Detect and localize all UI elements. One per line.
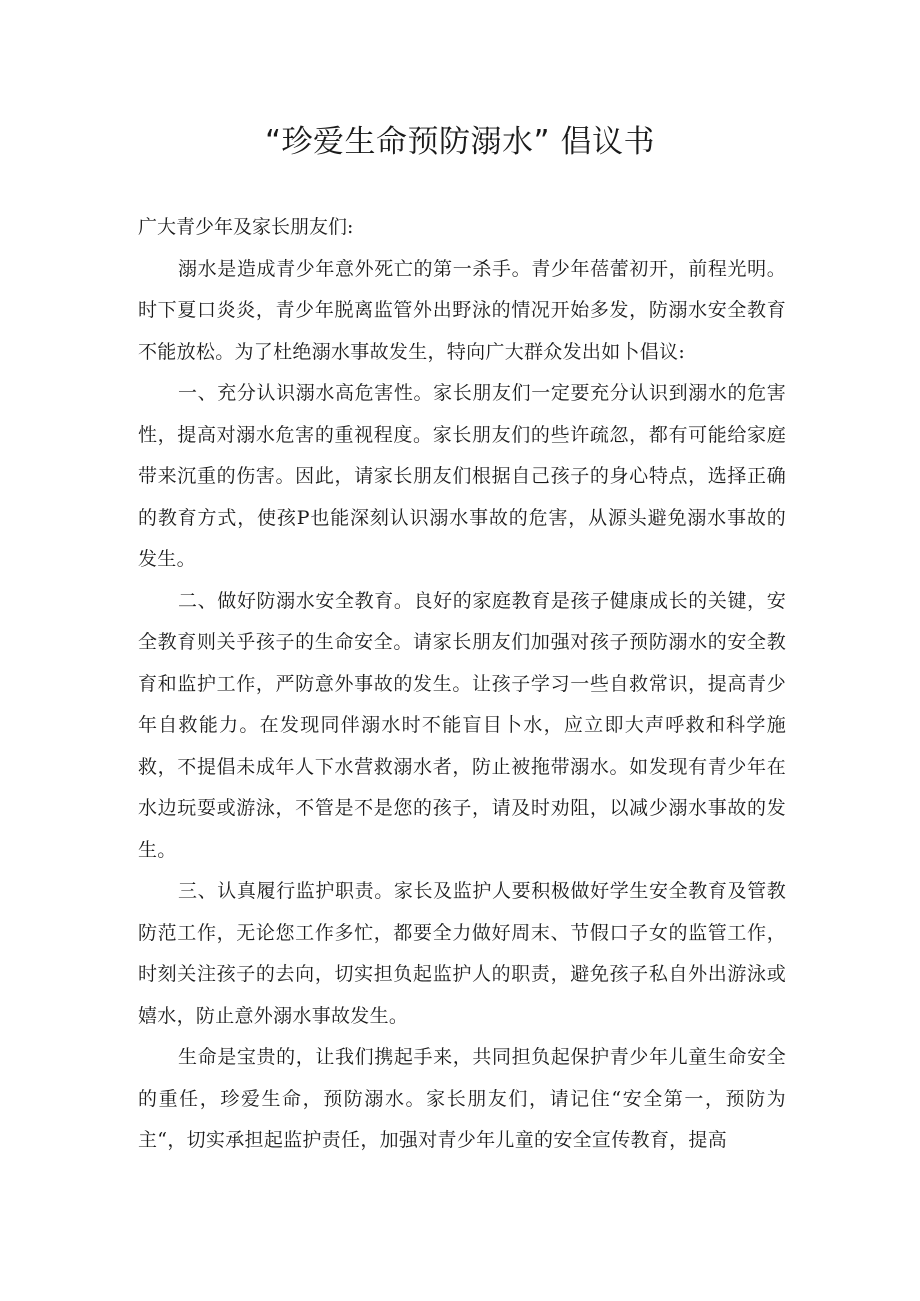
paragraph-point-3: 三、认真履行监护职责。家长及监护人要积极做好学生安全教育及管教防范工作，无论您工作多忙，都要全力做好周末、节假口子女的监管工作，时刻关注孩子的去向，切实担负起监护人的职责，避免孩子私自外出游泳或嬉水，防止意外溺水事故发生。	[138, 880, 786, 1027]
document-body	[138, 207, 786, 1162]
paragraph-closing: 生命是宝贵的，让我们携起手来，共同担负起保护青少年儿童生命安全的重任，珍爱生命，预防溺水。家长朋友们，请记住“安全第一，预防为主“，切实承担起监护责任，加强对青少年儿童的安全宣传教育，提高	[138, 1046, 786, 1151]
paragraph-intro: 溺水是造成青少年意外死亡的第一杀手。青少年蓓蕾初开，前程光明。时下夏口炎炎，青少年脱离监管外出野泳的情况开始多发，防溺水安全教育不能放松。为了杜绝溺水事故发生，特向广大群众发出如卜倡议:	[138, 257, 786, 363]
salutation: 广大青少年及家长朋友们:	[138, 216, 354, 238]
document-title: “珍爱生命预防溺水” 倡议书	[265, 124, 655, 160]
paragraph-point-1: 一、充分认识溺水高危害性。家长朋友们一定要充分认识到溺水的危害性，提高对溺水危害的重视程度。家长朋友们的些许疏忽，都有可能给家庭带来沉重的伤害。因此，请家长朋友们根据自己孩子的身心特点，选择正确的教育方式，使孩P也能深刻认识溺水事故的危害，从源头避免溺水事故的发生。	[138, 382, 786, 570]
paragraph-point-2: 二、做好防溺水安全教育。良好的家庭教育是孩子健康成长的关键，安全教育则关乎孩子的生命安全。请家长朋友们加强对孩子预防溺水的安全教育和监护工作，严防意外事故的发生。让孩子学习一些自救常识，提高青少年自救能力。在发现同伴溺水时不能盲目卜水，应立即大声呼救和科学施救，不提倡未成年人下水营救溺水者，防止被拖带溺水。如发现有青少年在水边玩耍或游泳，不管是不是您的孩子，请及时劝阻，以减少溺水事故的发生。	[138, 589, 786, 861]
